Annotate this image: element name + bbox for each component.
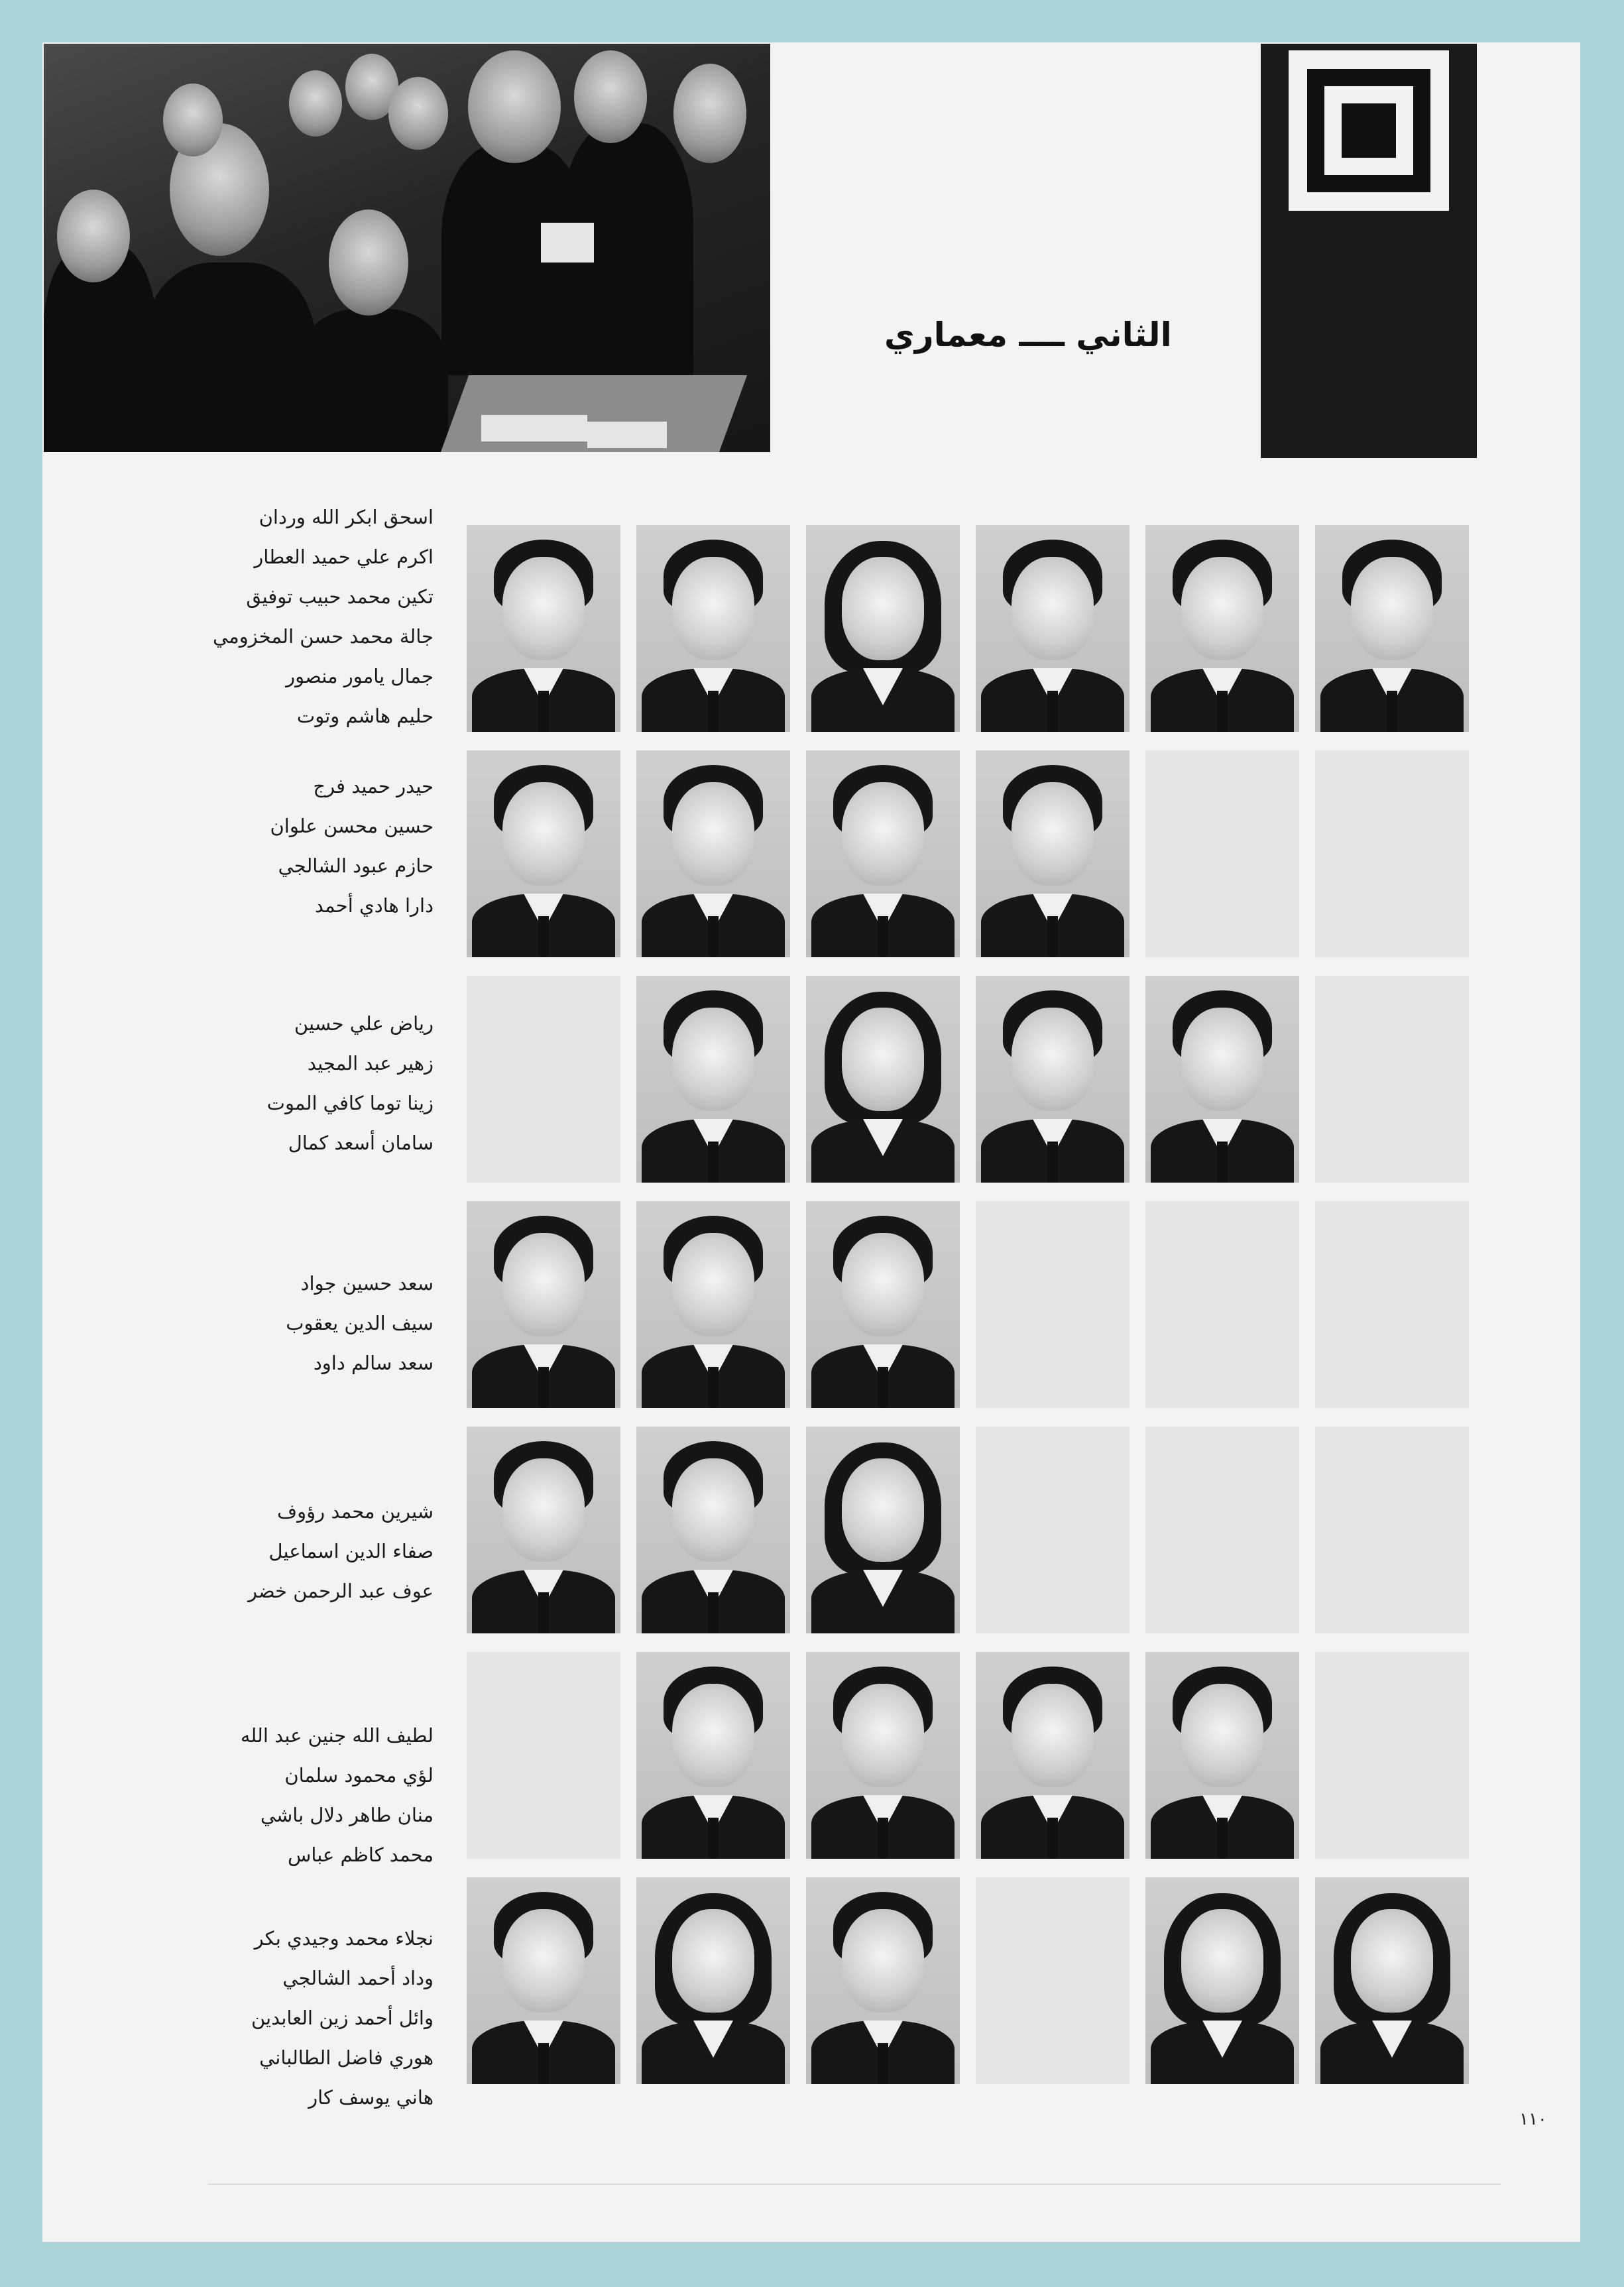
student-name: عوف عبد الرحمن خضر [247,1580,434,1602]
empty-photo-slot [976,1427,1130,1633]
student-name: تكين محمد حبيب توفيق [246,585,434,608]
student-portrait [636,525,790,732]
student-name: لطيف الله جنين عبد الله [240,1724,434,1747]
student-name: شيرين محمد رؤوف [277,1500,434,1523]
name-list-row-7 [182,1918,434,2117]
student-name: لؤي محمود سلمان [284,1764,434,1787]
student-name: محمد كاظم عباس [288,1844,434,1866]
framed-square-artwork [1261,44,1477,458]
empty-photo-slot [1145,750,1299,957]
student-portrait [806,1652,960,1859]
student-name: نجلاء محمد وجيدي بكر [254,1927,434,1950]
student-name: اكرم علي حميد العطار [254,546,434,568]
student-name: حليم هاشم وتوت [296,705,434,727]
empty-photo-slot [1145,1427,1299,1633]
student-portrait [636,1427,790,1633]
student-portrait [1315,525,1469,732]
empty-photo-slot [1315,976,1469,1183]
student-portrait [467,525,620,732]
student-name: منان طاهر دلال باشي [260,1804,434,1826]
student-name: زهير عبد المجيد [307,1052,434,1075]
student-name: وائل أحمد زين العابدين [251,2007,434,2029]
empty-photo-slot [1315,1427,1469,1633]
student-name: وداد أحمد الشالجي [282,1967,434,1989]
student-name: سعد حسين جواد [300,1272,434,1295]
student-portrait [1145,976,1299,1183]
student-portrait [806,1877,960,2084]
name-list-row-3 [182,1004,434,1163]
name-list-row-2 [182,766,434,925]
group-photo [44,44,770,452]
page-heading: الثاني ــــ معماري [884,316,1172,354]
student-portrait [806,1427,960,1633]
student-portrait [636,1652,790,1859]
student-portrait [976,1652,1130,1859]
student-portrait [1315,1877,1469,2084]
student-portrait [467,1427,620,1633]
empty-photo-slot [976,1201,1130,1408]
student-portrait [636,750,790,957]
student-name: حازم عبود الشالجي [278,854,434,877]
student-name: سيف الدين يعقوب [286,1312,434,1334]
student-portrait [467,750,620,957]
student-portrait [806,976,960,1183]
student-portrait [806,1201,960,1408]
empty-photo-slot [1315,1652,1469,1859]
student-name: سامان أسعد كمال [288,1132,434,1154]
student-name: زينا توما كافي الموت [266,1092,434,1114]
student-portrait [806,750,960,957]
student-name: دارا هادي أحمد [314,894,434,917]
name-list-row-4 [182,1263,434,1383]
student-portrait [636,1877,790,2084]
empty-photo-slot [467,976,620,1183]
student-portrait [467,1201,620,1408]
name-list-row-1 [182,497,434,736]
student-name: رياض علي حسين [294,1012,434,1035]
yearbook-page [42,42,1580,2242]
student-name: اسحق ابكر الله وردان [259,506,434,528]
student-name: جمال يامور منصور [286,665,434,687]
student-portrait [1145,1652,1299,1859]
empty-photo-slot [1145,1201,1299,1408]
student-name: هوري فاضل الطالباني [259,2046,434,2069]
name-list-row-5 [182,1492,434,1611]
page-number: ١١٠ [1519,2109,1547,2129]
student-portrait [806,525,960,732]
student-portrait [636,1201,790,1408]
empty-photo-slot [976,1877,1130,2084]
student-name: هاني يوسف كار [308,2086,434,2109]
student-name: صفاء الدين اسماعيل [268,1540,434,1562]
student-portrait [1145,1877,1299,2084]
empty-photo-slot [1315,1201,1469,1408]
student-portrait [636,976,790,1183]
student-name: جالة محمد حسن المخزومي [212,625,434,648]
student-portrait [976,976,1130,1183]
student-portrait [467,1877,620,2084]
student-portrait [976,750,1130,957]
bottom-rule [208,2184,1501,2185]
student-name: حيدر حميد فرج [313,775,434,797]
student-portrait [976,525,1130,732]
empty-photo-slot [1315,750,1469,957]
student-name: حسين محسن علوان [270,815,434,837]
name-list-row-6 [182,1716,434,1875]
student-portrait [1145,525,1299,732]
empty-photo-slot [467,1652,620,1859]
student-name: سعد سالم داود [313,1352,434,1374]
